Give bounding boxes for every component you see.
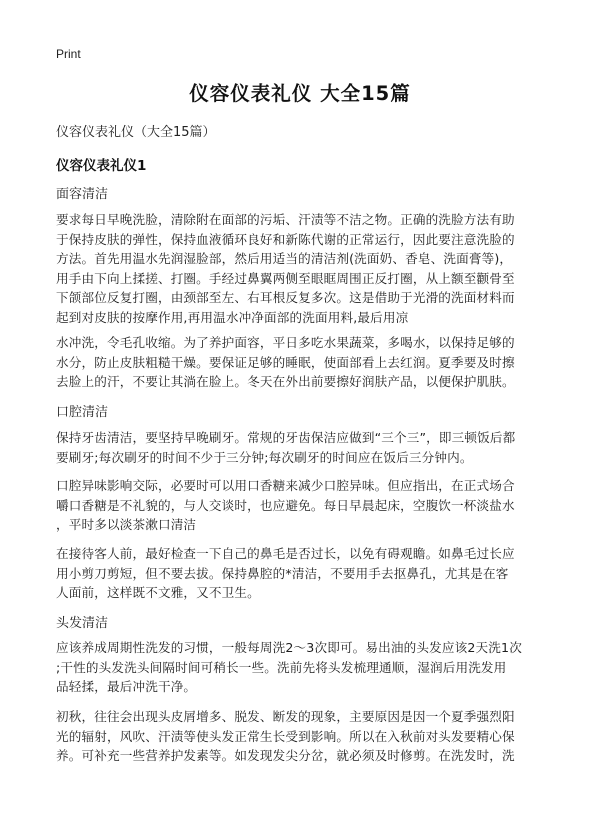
section-heading-hair: 头发清洁 bbox=[56, 616, 109, 631]
document-subtitle: 仪容仪表礼仪（大全15篇） bbox=[56, 125, 216, 140]
paragraph-breath: 口腔异味影响交际，必要时可以用口香糖来减少口腔异味。但应指出，在正式场合 嚼口香糖是不礼貌的，与人交谈时，也应避免。每日早晨起床，空腹饮一杯淡盐水 ，平时多以淡茶漱口清洁 bbox=[56, 478, 515, 533]
paragraph-hair-washing: 应该养成周期性洗发的习惯，一般每周洗2～3次即可。易出油的头发应该2天洗1次 ;干性的头发洗头间隔时间可稍长一些。洗前先将头发梳理通顺，湿润后用洗发用 品轻揉，最后冲洗干净。 bbox=[56, 640, 522, 695]
section-heading-mouth: 口腔清洁 bbox=[56, 405, 109, 420]
paragraph-face-care: 水冲洗，令毛孔收缩。为了养护面容，平日多吃水果蔬菜，多喝水，以保持足够的 水分，防止皮肤粗糙干燥。要保证足够的睡眠，使面部看上去红润。夏季要及时擦 去脸上的汗，不要让其淌在脸上。冬天在外出前要擦好润肤产品，以便保护肌肤。 bbox=[56, 335, 515, 390]
section-heading-face: 面容清洁 bbox=[56, 187, 109, 202]
paragraph-face-cleaning: 要求每日早晚洗脸，清除附在面部的污垢、汗渍等不洁之物。正确的洗脸方法有助 于保持皮肤的弹性，保持血液循环良好和新陈代谢的正常运行，因此要注意洗脸的 方法。首先用温水先润湿脸部，然后用适当的清洁剂(洗面奶、香皂、洗面膏等)， 用手由下向上揉搓、打圈。手经过鼻翼两侧至眼眶周围正反打圈，从上额至颧骨至 下颌部位反复打圈，由颈部至左、右耳根反复多次。这是借助于光滑的洗面材料而 起到对皮肤的按摩作用,再用温水冲净面部的洗面用料,最后用凉 bbox=[56, 212, 515, 325]
article-heading: 仪容仪表礼仪1 bbox=[56, 158, 147, 174]
paragraph-teeth: 保持牙齿清洁，要坚持早晚刷牙。常规的牙齿保洁应做到“三个三”，即三顿饭后都 要刷牙;每次刷牙的时间不少于三分钟;每次刷牙的时间应在饭后三分钟内。 bbox=[56, 430, 516, 465]
print-link[interactable]: Print bbox=[56, 47, 81, 61]
paragraph-hair-autumn: 初秋，往往会出现头皮屑增多、脱发、断发的现象，主要原因是因一个夏季强烈阳 光的辐射，风吹、汗渍等使头发正常生长受到影响。所以在入秋前对头发要精心保 养。可补充一些营养护发素等。如发现发尖分岔，就必须及时修剪。在洗发时，洗 bbox=[56, 709, 515, 764]
paragraph-nose: 在接待客人前，最好检查一下自己的鼻毛是否过长，以免有碍观瞻。如鼻毛过长应 用小剪刀剪短，但不要去拔。保持鼻腔的*清洁，不要用手去抠鼻孔，尤其是在客 人面前，这样既不文雅，又不卫生。 bbox=[56, 546, 515, 601]
page-title: 仪容仪表礼仪 大全15篇 bbox=[189, 82, 411, 105]
